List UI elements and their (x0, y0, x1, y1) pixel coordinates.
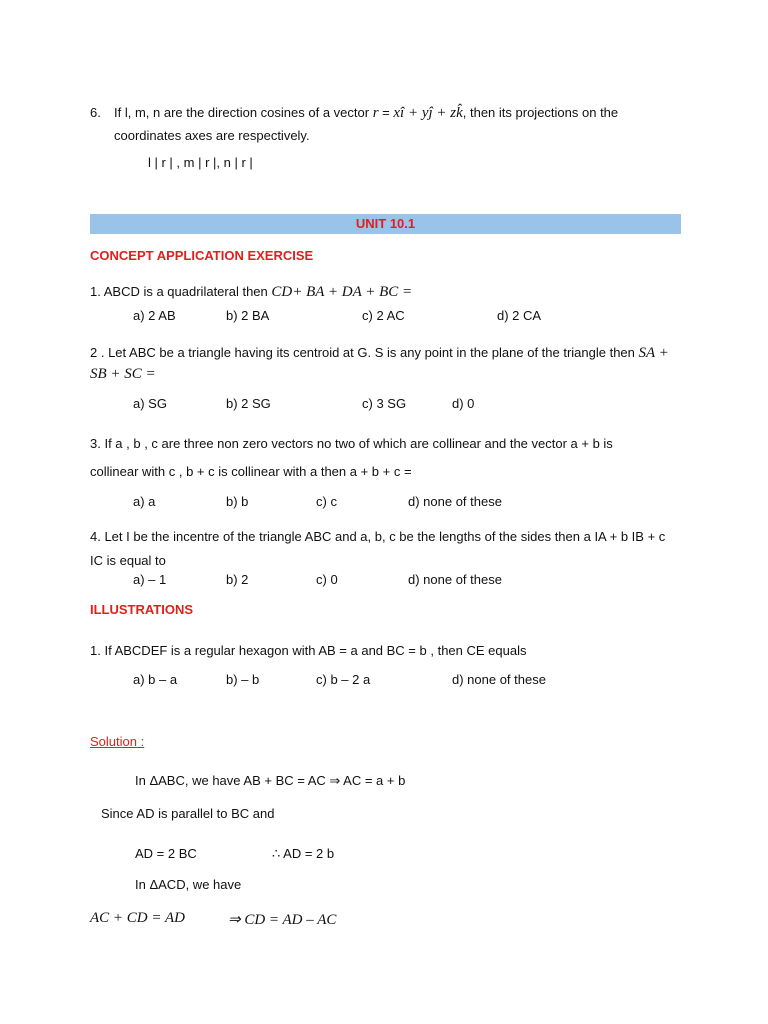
solution-line-4: In ΔACD, we have (135, 877, 242, 892)
ill1-option-c: c) b – 2 a (316, 672, 371, 687)
solution-label-text: Solution : (90, 734, 145, 749)
exercise-4-line1: 4. Let I be the incentre of the triangle ABC and a, b, c be the lengths of the sides then a IA + b IB + c (90, 529, 666, 544)
ex3-option-d: d) none of these (408, 494, 502, 509)
ex4-option-d: d) none of these (408, 572, 502, 587)
exercise-1-stem (90, 284, 412, 301)
q6-text: If l, m, n are the direction cosines of a vector (114, 105, 370, 120)
ill1-option-d: d) none of these (452, 672, 546, 687)
exercise-3-line2: collinear with c , b + c is collinear with a then a + b + c = (90, 464, 412, 479)
solution-line-3b: ∴ AD = 2 b (272, 846, 335, 861)
section-heading-illustrations: ILLUSTRATIONS (90, 602, 194, 617)
exercise-4-line2: IC is equal to (90, 553, 166, 568)
solution-line-2: Since AD is parallel to BC and (101, 806, 275, 821)
q6-line2: coordinates axes are respectively. (114, 128, 310, 143)
ill1-option-a: a) b – a (133, 672, 178, 687)
q6-line1 (114, 105, 618, 122)
unit-heading-bar (90, 214, 681, 234)
q6-number: 6. (90, 105, 101, 120)
q6-answer: l | r | , m | r |, n | r | (148, 155, 253, 170)
ex2-option-a: a) SG (133, 396, 167, 411)
ex2-option-d: d) 0 (452, 396, 475, 411)
ex2-text: 2 . Let ABC be a triangle having its centroid at G. S is any point in the plane of the triangle then (90, 345, 635, 360)
ex4-option-b: b) 2 (226, 572, 249, 587)
solution-label (90, 734, 144, 749)
ex4-option-a: a) – 1 (133, 572, 167, 587)
solution-line-3a: AD = 2 BC (135, 846, 197, 861)
unit-heading: UNIT 10.1 (355, 216, 416, 231)
ex2-option-b: b) 2 SG (226, 396, 271, 411)
ill1-option-b: b) – b (226, 672, 260, 687)
illustration-1-stem: 1. If ABCDEF is a regular hexagon with AB = a and BC = b , then CE equals (90, 643, 527, 658)
ex3-option-a: a) a (133, 494, 156, 509)
q6-line1-end: , then its projections on the (462, 105, 619, 120)
ex2-stem-end: SA + (638, 345, 669, 361)
solution-line-1: In ΔABC, we have AB + BC = AC ⇒ AC = a + b (135, 773, 406, 788)
equals: = (382, 105, 390, 120)
ex1-option-a: a) 2 AB (133, 308, 176, 323)
vector-formula: xî + yĵ + zk̂ (393, 105, 463, 121)
solution-line-5a: AC + CD = AD (90, 910, 185, 926)
ex2-option-c: c) 3 SG (362, 396, 407, 411)
exercise-3-line1: 3. If a , b , c are three non zero vectors no two of which are collinear and the vector a + b is (90, 436, 613, 451)
ex1-option-b: b) 2 BA (226, 308, 270, 323)
solution-line-5b: ⇒ CD = AD – AC (228, 912, 337, 928)
ex1-text: 1. ABCD is a quadrilateral then (90, 284, 268, 299)
ex4-option-c: c) 0 (316, 572, 338, 587)
exercise-2-stem (90, 345, 669, 362)
ex3-option-b: b) b (226, 494, 249, 509)
vector-r: r (372, 105, 379, 121)
ex1-option-c: c) 2 AC (362, 308, 405, 323)
ex2-line2: SB + SC = (90, 366, 156, 382)
ex1-option-d: d) 2 CA (497, 308, 542, 323)
ex1-expression: CD+ BA + DA + BC = (271, 284, 413, 300)
ex3-option-c: c) c (316, 494, 337, 509)
section-heading-concept: CONCEPT APPLICATION EXERCISE (90, 248, 314, 263)
